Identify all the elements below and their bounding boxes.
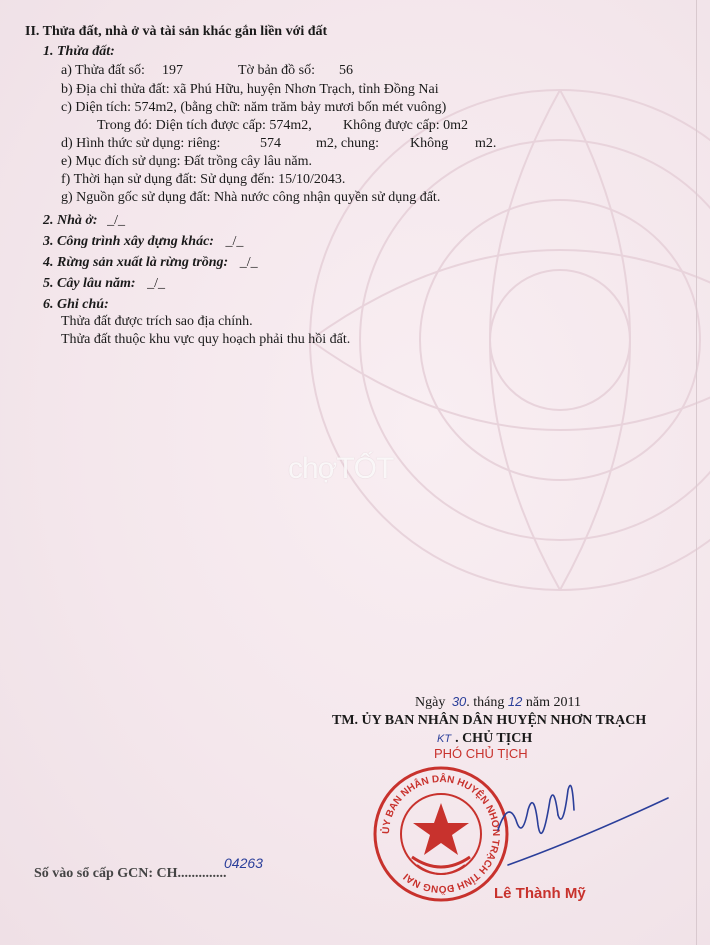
chairman-title: . CHỦ TỊCH [455,731,533,746]
watermark-logo: chợTỐT [288,452,394,485]
handwritten-signature [488,770,678,880]
house-label: 2. Nhà ở: [43,213,98,228]
house-value: _/_ [107,213,125,228]
vice-chairman-title: PHÓ CHỦ TỊCH [434,746,528,761]
signer-name: Lê Thành Mỹ [494,885,586,902]
date-day: 30 [451,694,467,709]
page-edge-line [696,0,697,945]
usage-unit: m2. [475,136,497,151]
usage-purpose: e) Mục đích sử dụng: Đất trồng cây lâu năm. [61,154,312,169]
date-prefix: Ngày [415,695,446,710]
date-line [415,694,581,711]
note-line-2: Thửa đất thuộc khu vực quy hoạch phải thu hồi đất. [61,332,351,347]
registry-label: Số vào sổ cấp GCN: CH.............. [34,866,227,881]
perennial-trees-value: _/_ [147,276,165,291]
notes-heading: 6. Ghi chú: [43,297,109,312]
area-not-granted: Không được cấp: 0m2 [343,118,469,133]
issuing-org: TM. ỦY BAN NHÂN DÂN HUYỆN NHƠN TRẠCH [332,713,647,728]
parcel-number-label: a) Thửa đất số: [61,63,145,78]
planted-forest-row [43,255,258,271]
registry-number: 04263 [224,855,263,871]
perennial-trees-row [43,276,165,292]
planted-forest-value: _/_ [239,255,258,270]
parcel-number-value: 197 [162,63,183,78]
map-sheet-value: 56 [339,63,353,78]
usage-common-label: m2, chung: [316,136,379,151]
perennial-trees-label: 5. Cây lâu năm: [43,276,136,291]
date-month-label: . tháng [466,695,505,710]
usage-common-value: Không [410,136,449,151]
area-granted: Trong đó: Diện tích được cấp: 574m2, [97,118,312,133]
other-construction-row [43,234,243,250]
seal-text: ỦY BAN NHÂN DÂN HUYỆN NHƠN TRẠCH TỈNH ĐỒNG NAI [380,773,502,895]
parcel-address: b) Địa chỉ thửa đất: xã Phú Hữu, huyện Nhơn Trạch, tỉnh Đồng Nai [61,82,439,97]
section-title: II. Thửa đất, nhà ở và tài sản khác gắn liền với đất [25,24,328,39]
planted-forest-label: 4. Rừng sản xuất là rừng trồng: [43,255,229,270]
usage-form-label: d) Hình thức sử dụng: riêng: [61,136,221,151]
note-line-1: Thửa đất được trích sao địa chính. [61,314,253,329]
usage-private-value: 574 [260,136,281,151]
land-origin: g) Nguồn gốc sử dụng đất: Nhà nước công nhận quyền sử dụng đất. [61,190,441,205]
other-construction-value: _/_ [225,234,244,249]
date-year: năm 2011 [525,695,581,710]
kt-mark: KT [437,733,452,745]
chairman-line [437,731,532,747]
other-construction-label: 3. Công trình xây dựng khác: [43,234,214,249]
house-row [43,213,125,229]
usage-term: f) Thời hạn sử dụng đất: Sử dụng đến: 15/10/2043. [61,172,346,187]
parcel-area: c) Diện tích: 574m2, (bằng chữ: năm trăm bảy mươi bốn mét vuông) [61,100,447,115]
map-sheet-label: Tờ bản đồ số: [238,63,316,78]
date-month: 12 [507,694,523,709]
parcel-heading: 1. Thửa đất: [43,44,115,59]
